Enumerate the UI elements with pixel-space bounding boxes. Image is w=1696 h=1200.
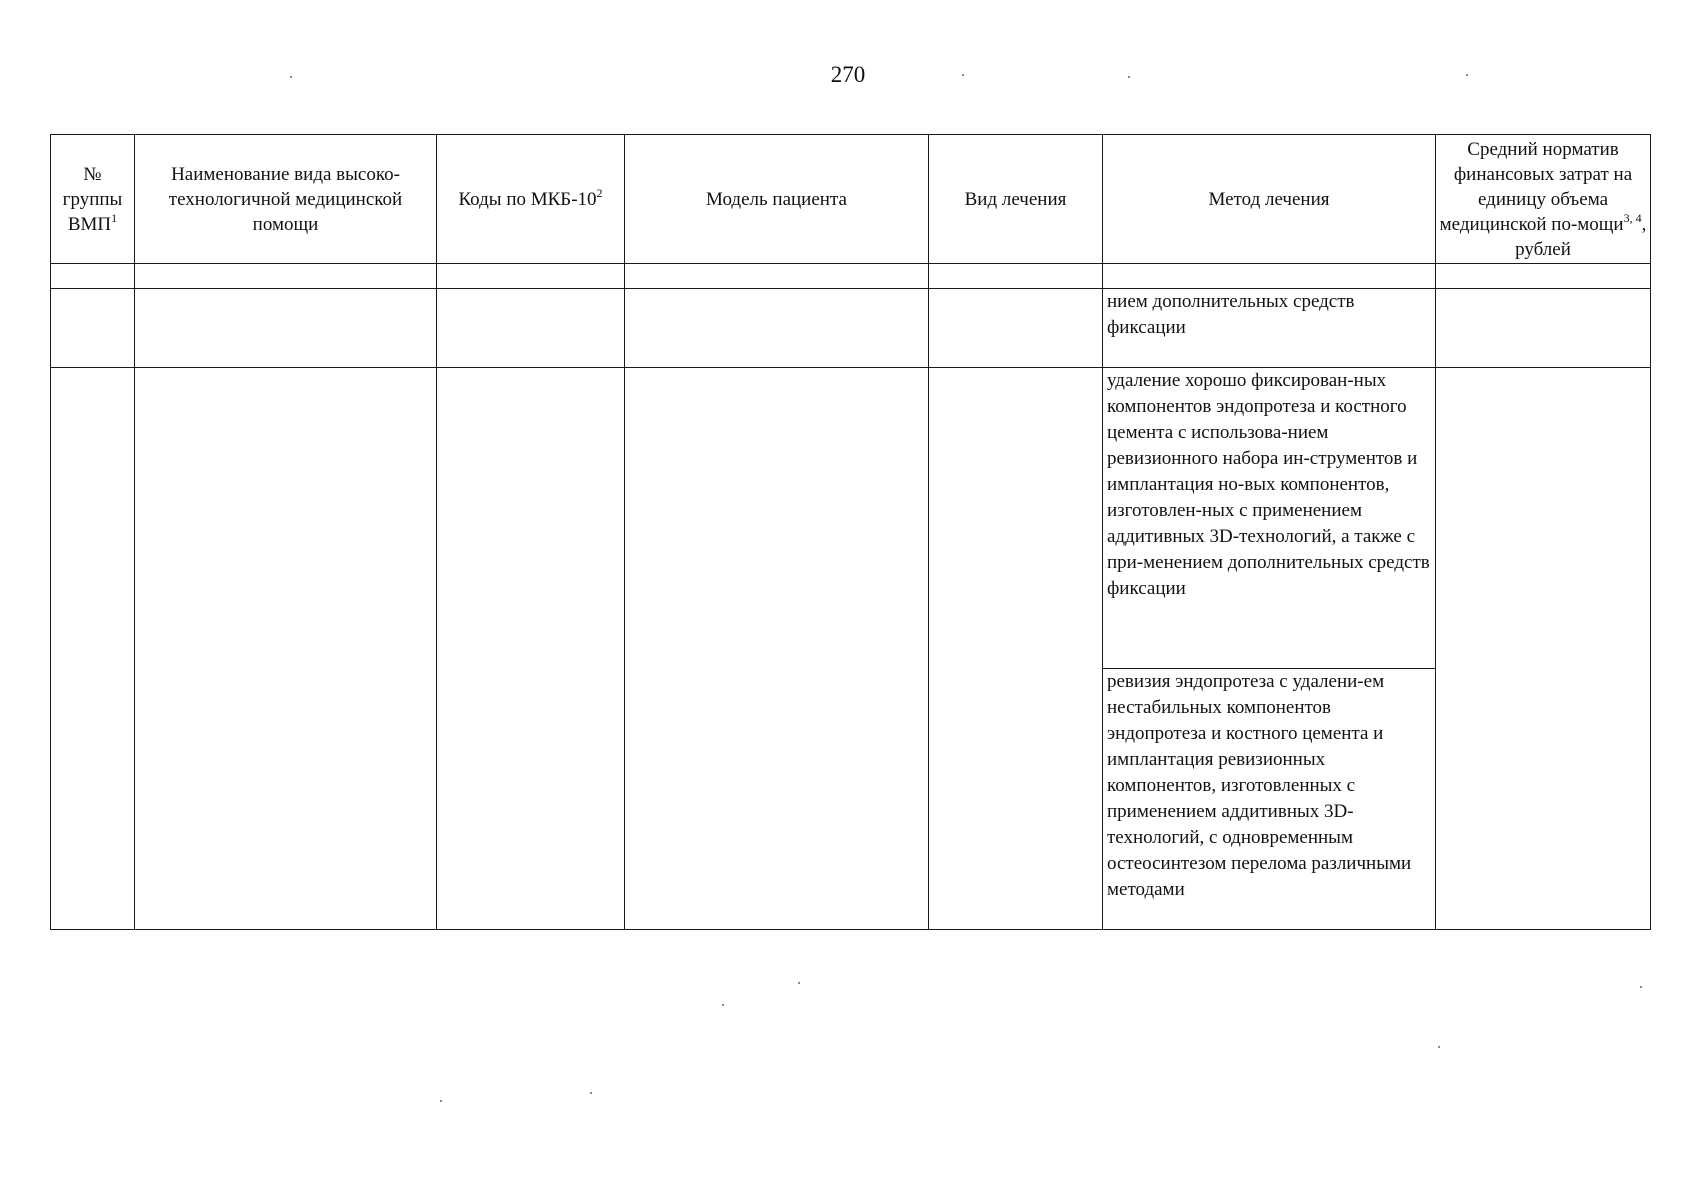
table-cell: [437, 368, 625, 930]
scan-speck: [1466, 74, 1468, 76]
vmp-table: [50, 134, 1651, 930]
header-treatment-type: Вид лечения: [929, 135, 1103, 264]
table-row: [51, 289, 1651, 368]
table-cell: [51, 264, 135, 289]
treatment-method-cell: удаление хорошо фиксирован-ных компонентов эндопротеза и костного цемента с использова-нием ревизионного набора ин-струментов и имплантация но-вых компонентов, изготовлен-ных с применением аддитивных 3D-технологий, а также с при-менением дополнительных средств фиксации: [1103, 368, 1436, 669]
header-avg-cost: [1436, 135, 1651, 264]
scan-speck: [1128, 76, 1130, 78]
header-icd-codes: [437, 135, 625, 264]
table-spacer-row: [51, 264, 1651, 289]
treatment-method-cell: нием дополнительных средств фиксации: [1103, 289, 1436, 368]
table-cell: [1436, 264, 1651, 289]
scan-speck: [290, 76, 292, 78]
treatment-method-cell: ревизия эндопротеза с удалени-ем нестабильных компонентов эндопротеза и костного цемента и имплантация ревизионных компонентов, изготовленных с применением аддитивных 3D-технологий, с одновременным остеосинтезом перелома различными методами: [1103, 669, 1436, 930]
footnote-1: 1: [111, 210, 118, 225]
table-cell: [625, 368, 929, 930]
header-group-no-vmp: ВМП: [67, 213, 112, 235]
table-cell: [929, 368, 1103, 930]
table-cell: [135, 289, 437, 368]
table-cell: [625, 289, 929, 368]
table-cell: [51, 289, 135, 368]
table-cell: [625, 264, 929, 289]
header-group-no-word: группы: [62, 188, 123, 210]
table-cell: [1436, 368, 1651, 930]
table-cell: [437, 264, 625, 289]
scan-speck: [1640, 986, 1642, 988]
table-row: [51, 368, 1651, 669]
table-cell: [929, 264, 1103, 289]
header-group-no: [51, 135, 135, 264]
page-number: 270: [830, 62, 866, 87]
table-cell: [51, 368, 135, 930]
table-header-row: [51, 135, 1651, 264]
footnote-3-4: 3, 4: [1623, 210, 1642, 225]
scan-speck: [798, 982, 800, 984]
header-avg-cost-suffix: , рублей: [1515, 213, 1647, 260]
table-cell: [135, 264, 437, 289]
header-patient-model: Модель пациента: [625, 135, 929, 264]
scan-speck: [590, 1092, 592, 1094]
table-cell: [1103, 264, 1436, 289]
table-cell: [929, 289, 1103, 368]
scan-speck: [722, 1004, 724, 1006]
table-cell: [437, 289, 625, 368]
footnote-2: 2: [596, 185, 603, 200]
header-group-no-symbol: №: [83, 163, 102, 185]
table-cell: [1436, 289, 1651, 368]
header-avg-cost-label: Средний норматив финансовых затрат на единицу объема медицинской по-мощи: [1439, 138, 1633, 235]
header-treatment-method: Метод лечения: [1103, 135, 1436, 264]
scan-speck: [962, 74, 964, 76]
table-cell: [135, 368, 437, 930]
header-vmp-name: Наименование вида высоко-технологичной медицинской помощи: [135, 135, 437, 264]
scan-speck: [440, 1100, 442, 1102]
scan-speck: [1438, 1046, 1440, 1048]
header-icd-codes-label: Коды по МКБ-10: [458, 188, 597, 210]
